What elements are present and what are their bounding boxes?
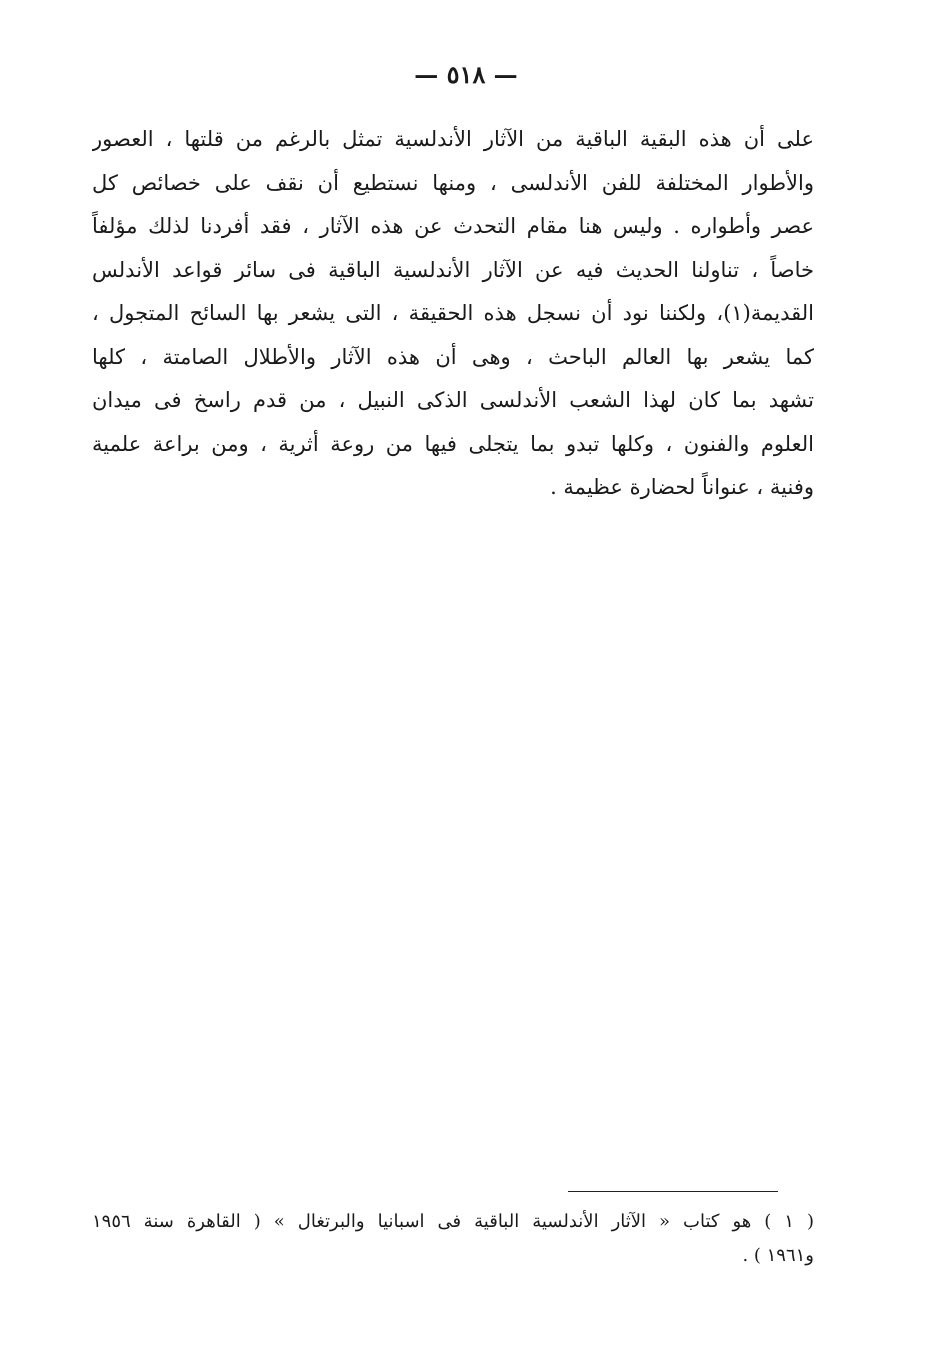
- body-line: خاصاً ، تناولنا الحديث فيه عن الآثار الأندلسية الباقية فى سائر قواعد الأندلس: [92, 257, 814, 282]
- footnote-line: و١٩٦١ ) .: [742, 1245, 814, 1266]
- footnote-divider: [568, 1191, 778, 1192]
- footnote-line: ( ١ ) هو كتاب « الآثار الأندلسية الباقية فى اسبانيا والبرتغال » ( القاهرة سنة ١٩٥٦: [92, 1211, 814, 1232]
- body-line: على أن هذه البقية الباقية من الآثار الأندلسية تمثل بالرغم من قلتها ، العصور: [92, 127, 814, 151]
- body-line: العلوم والفنون ، وكلها تبدو بما يتجلى فيها من روعة أثرية ، ومن براعة علمية: [92, 431, 814, 456]
- page-number: — ٥١٨ —: [414, 60, 518, 89]
- body-line: عصر وأطواره . وليس هنا مقام التحدث عن هذه الآثار ، فقد أفردنا لذلك مؤلفاً: [92, 214, 814, 238]
- body-line: كما يشعر بها العالم الباحث ، وهى أن هذه الآثار والأطلال الصامتة ، كلها: [92, 344, 814, 369]
- body-line: تشهد بما كان لهذا الشعب الأندلسى الذكى النبيل ، من قدم راسخ فى ميدان: [92, 388, 814, 412]
- body-line: وفنية ، عنواناً لحضارة عظيمة .: [550, 475, 814, 499]
- body-text: [92, 118, 814, 510]
- body-line: والأطوار المختلفة للفن الأندلسى ، ومنها نستطيع أن نقف على خصائص كل: [92, 170, 814, 195]
- body-line: القديمة(١)، ولكننا نود أن نسجل هذه الحقيقة ، التى يشعر بها السائح المتجول ،: [92, 301, 814, 325]
- footnotes: [92, 1205, 814, 1273]
